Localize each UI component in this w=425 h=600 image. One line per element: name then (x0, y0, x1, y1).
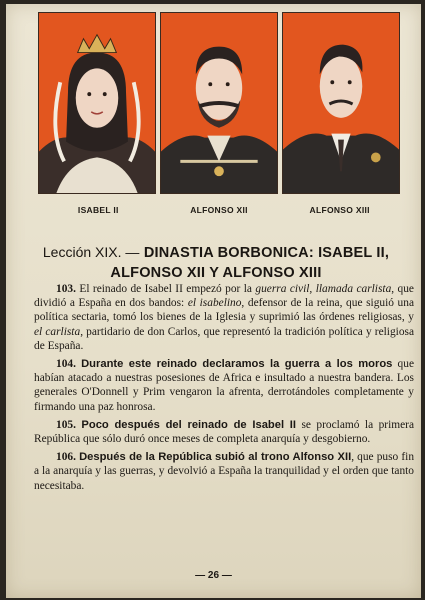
caption-alfonso-xii: ALFONSO XII (190, 205, 248, 215)
portrait-strip (38, 12, 400, 194)
lesson-heading-line2: ALFONSO XII Y ALFONSO XIII (110, 265, 322, 281)
paragraph-text: guerra civil, llamada carlista (255, 283, 392, 295)
paragraph-number: 103. (56, 283, 80, 295)
king-portrait-icon (161, 13, 277, 193)
paragraph-103 (34, 282, 414, 353)
lesson-title (26, 242, 406, 283)
paragraph-text: Poco después del reinado de Isabel II (81, 418, 297, 431)
queen-portrait-icon (39, 13, 155, 193)
paragraph-text: , que dividió a España en dos bandos: (34, 283, 414, 310)
caption-alfonso-xiii: ALFONSO XIII (309, 205, 370, 215)
paragraph-104 (34, 357, 414, 414)
paragraph-text: se proclamó la primera República que sólo duró once meses de completa anarquía y desgobierno. (34, 418, 415, 446)
paragraph-number: 104. (56, 358, 82, 371)
paragraph-text: El reinado de Isabel II empezó por la (79, 283, 256, 295)
paragraph-number: 105. (56, 418, 82, 431)
page-number: — 26 — (195, 570, 232, 581)
paragraph-text: , que puso fin a la anarquía y las guerras, y devolvió a España la tranquilidad y el orden que tanto necesitaba. (34, 451, 415, 492)
paragraph-106 (34, 450, 414, 493)
paragraph-105 (34, 418, 414, 446)
paragraph-text: , defensor de la reina, que siguió una política sectaria, tomó los bienes de la Iglesia y suprimió las órdenes religiosas, y (34, 297, 414, 324)
paragraph-text: que habían atacado a nuestras posesiones de Africa e insultado a nuestra bandera. Los generales O'Donnell y Prim vengaron la afrenta, derrotándoles completamente y firmando una paz honrosa. (34, 358, 415, 413)
lesson-heading-line1: DINASTIA BORBONICA: ISABEL II, (143, 245, 390, 261)
king-portrait-icon (283, 13, 399, 193)
book-page (6, 4, 421, 598)
portrait-alfonso-xii (160, 12, 278, 194)
paragraph-text: el isabelino (187, 297, 242, 310)
lesson-number: Lección XIX. — (42, 244, 140, 260)
paragraph-text: Durante este reinado declaramos la guerra a los moros (81, 358, 393, 371)
portrait-alfonso-xiii (282, 12, 400, 194)
paragraph-text: Después de la República subió al trono Alfonso XII (79, 451, 352, 464)
portrait-captions (38, 205, 400, 215)
portrait-isabel-ii (38, 12, 156, 194)
paragraph-number: 106. (56, 451, 80, 464)
lesson-body (34, 282, 414, 497)
paragraph-text: , partidario de don Carlos, que representó la tradición política y religiosa de España. (34, 325, 415, 352)
caption-isabel-ii: ISABEL II (77, 205, 119, 215)
paragraph-text: el carlista (34, 325, 81, 338)
